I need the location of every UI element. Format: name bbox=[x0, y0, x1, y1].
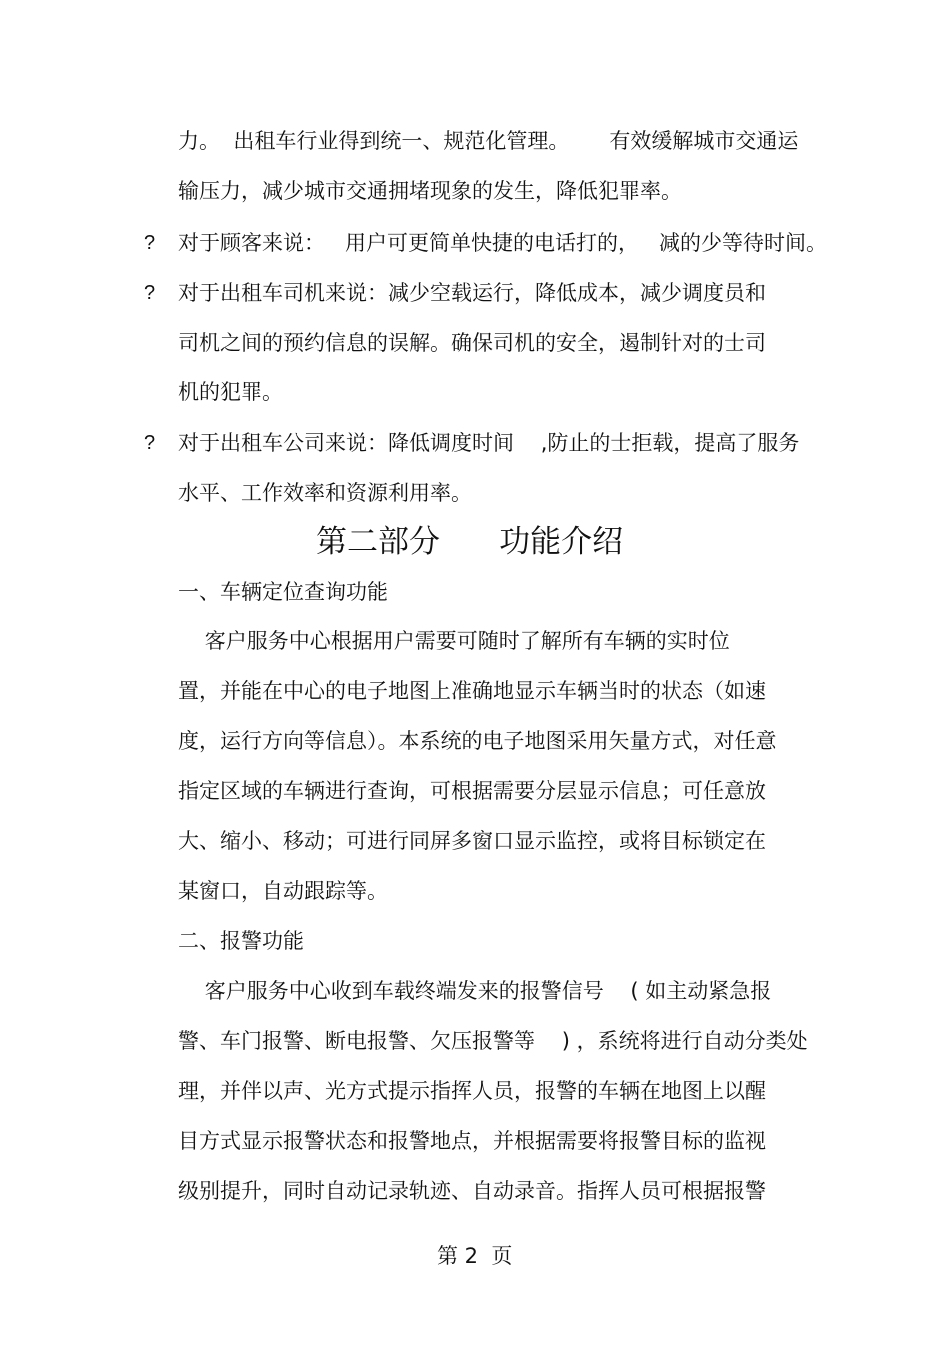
bullet-2-line-1: 对于出租车司机来说：减少空载运行，降低成本，减少调度员和 bbox=[178, 281, 766, 305]
subsection-1-heading: 一、车辆定位查询功能 bbox=[178, 580, 388, 604]
bullet-marker: ? bbox=[144, 282, 156, 304]
bullet-3-line-1: 对于出租车公司来说：降低调度时间 ,防止的士拒载，提高了服务 bbox=[178, 431, 800, 455]
subsection-1-line-2: 置，并能在中心的电子地图上准确地显示车辆当时的状态（如速 bbox=[178, 679, 766, 703]
subsection-1-line-5: 大、缩小、移动；可进行同屏多窗口显示监控，或将目标锁定在 bbox=[178, 829, 766, 853]
subsection-1-line-3: 度，运行方向等信息）。本系统的电子地图采用矢量方式，对任意 bbox=[178, 729, 777, 753]
subsection-2-line-3: 理，并伴以声、光方式提示指挥人员，报警的车辆在地图上以醒 bbox=[178, 1079, 766, 1103]
page-number: 第 2 页 bbox=[437, 1244, 513, 1268]
section-title: 第二部分 功能介绍 bbox=[316, 524, 624, 560]
subsection-1-line-6: 某窗口，自动跟踪等。 bbox=[178, 879, 388, 903]
subsection-2-line-1: 客户服务中心收到车载终端发来的报警信号 ( 如主动紧急报 bbox=[178, 979, 772, 1003]
intro-line-2: 输压力，减少城市交通拥堵现象的发生，降低犯罪率。 bbox=[178, 179, 682, 203]
subsection-2-line-4: 目方式显示报警状态和报警地点，并根据需要将报警目标的监视 bbox=[178, 1129, 766, 1153]
subsection-2-line-2: 警、车门报警、断电报警、欠压报警等 ) ，系统将进行自动分类处 bbox=[178, 1029, 808, 1053]
bullet-3-line-2: 水平、工作效率和资源利用率。 bbox=[178, 481, 472, 505]
bullet-2-line-3: 机的犯罪。 bbox=[178, 380, 283, 404]
bullet-2-line-2: 司机之间的预约信息的误解。确保司机的安全，遏制针对的士司 bbox=[178, 331, 766, 355]
subsection-2-line-5: 级别提升，同时自动记录轨迹、自动录音。指挥人员可根据报警 bbox=[178, 1179, 766, 1203]
intro-line-1: 力。 出租车行业得到统一、规范化管理。 有效缓解城市交通运 bbox=[178, 129, 799, 153]
bullet-1-line-1: 对于顾客来说： 用户可更简单快捷的电话打的， 减的少等待时间。 bbox=[178, 231, 828, 255]
subsection-2-heading: 二、报警功能 bbox=[178, 929, 304, 953]
subsection-1-line-4: 指定区域的车辆进行查询，可根据需要分层显示信息；可任意放 bbox=[178, 779, 766, 803]
bullet-marker: ? bbox=[144, 432, 156, 454]
bullet-marker: ? bbox=[144, 232, 156, 254]
subsection-1-line-1: 客户服务中心根据用户需要可随时了解所有车辆的实时位 bbox=[178, 629, 730, 653]
